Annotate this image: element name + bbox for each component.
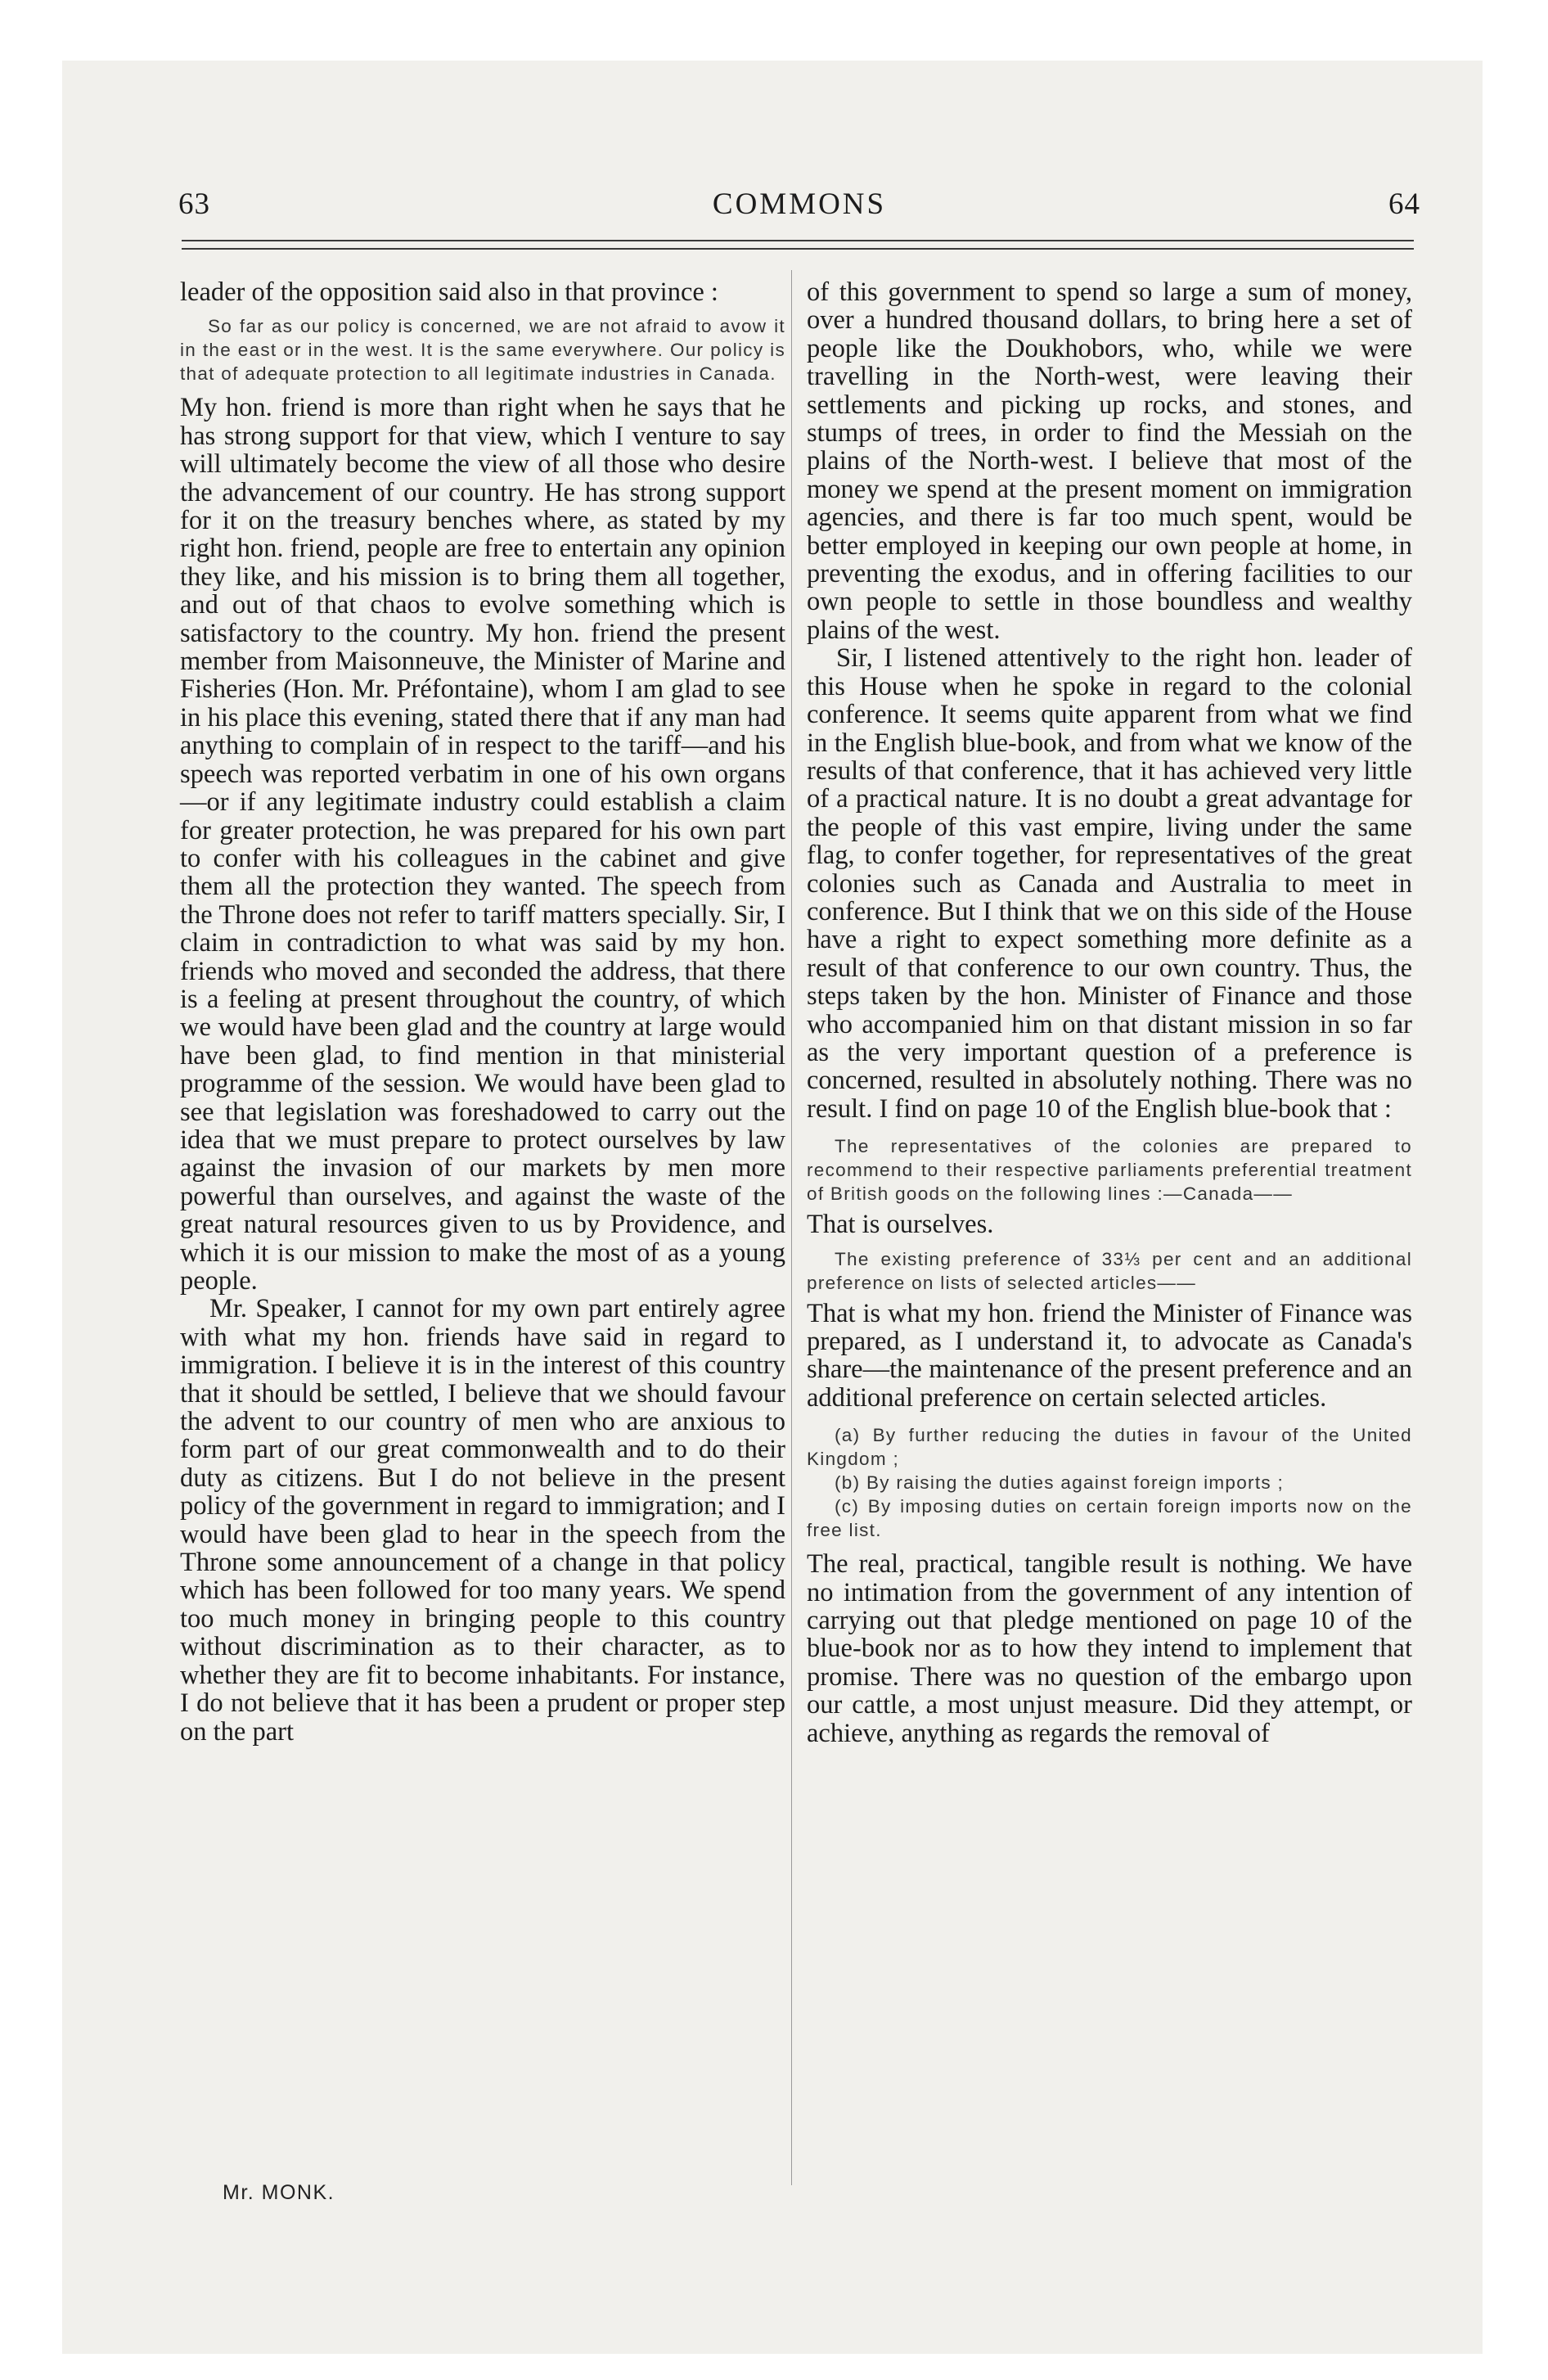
right-column [807,278,1412,1747]
block-quote: The representatives of the colonies are prepared to recommend to their respective parliaments preferential treatment of British goods on the following lines :—Canada—— [807,1136,1412,1205]
paragraph: That is ourselves. [807,1210,994,1240]
page-header [178,187,1420,228]
paragraph: of this government to spend so large a sum of money, over a hundred thousand dollars, to bring here a set of people like the Doukhobors, who, while we were travelling in the North-west, were leaving their settlements and picking up rocks, and stones, and stumps of trees, in order to find the Messiah on the plains of the North-west. I believe that most of the money we spend at the present moment on immigration agencies, and there is far too much spent, would be better employed in keeping our own people at home, in preventing the exodus, and in offering facilities to our own people to settle in those boundless and wealthy plains of the west. [807,277,1412,645]
column-divider [791,270,792,2185]
block-quote: The existing preference of 33⅓ per cent and an additional preference on lists of selected articles—— [807,1248,1412,1293]
block-quote-item: (b) By raising the duties against foreign imports ; [835,1472,1285,1494]
page-number-right: 64 [1388,187,1420,221]
paragraph: That is what my hon. friend the Minister of Finance was prepared, as I understand it, to advocate as Canada's share—the maintenance of the present preference and an additional preference on certain selected articles. [807,1298,1412,1413]
paragraph: Sir, I listened attentively to the right hon. leader of this House when he spoke in regard to the colonial conference. It seems quite apparent from what we find in the English blue-book, and from what we know of the results of that conference, that it has achieved very little of a practical nature. It is no doubt a great advantage for the people of this vast empire, living under the same flag, to confer together, for representatives of the great colonies such as Canada and Australia to meet in conference. But I think that we on this side of the House have a right to expect something more definite as a result of that conference to our own country. Thus, the steps taken by the hon. Minister of Finance and those who accompanied him on that distant mission in so far as the very important question of a preference is concerned, resulted in absolutely nothing. There was no result. I find on page 10 of the English blue-book that : [807,643,1412,1124]
header-rule-double [182,248,1414,250]
page-number-left: 63 [178,187,210,221]
block-quote: So far as our policy is concerned, we are not afraid to avow it in the east or in the west. It is the same everywhere. Our policy is that of adequate protection to all legitimate industries in Canada. [180,316,785,385]
block-quote-item: (c) By imposing duties on certain foreign imports now on the free list. [807,1496,1412,1541]
left-column [180,278,785,1746]
speaker-footer: Mr. MONK. [223,2181,335,2204]
block-quote-item: (a) By further reducing the duties in favour of the United Kingdom ; [807,1425,1412,1470]
paragraph: My hon. friend is more than right when he says that he has strong support for that view, which I venture to say will ultimately become the view of all those who desire the advancement of our country. He has strong support for it on the treasury benches where, as stated by my right hon. friend, people are free to entertain any opinion they like, and his mission is to bring them all together, and out of that chaos to evolve something which is satisfactory to the country. My hon. friend the present member from Maisonneuve, the Minister of Marine and Fisheries (Hon. Mr. Préfontaine), whom I am glad to see in his place this evening, stated there that if any man had anything to complain of in respect to the tariff—and his speech was reported verbatim in one of his own organs—or if any legitimate industry could establish a claim for greater protection, he was prepared for his own part to confer with his colleagues in the cabinet and give them all the protection they wanted. The speech from the Throne does not refer to tariff matters specially. Sir, I claim in contradiction to what was said by my hon. friends who moved and seconded the address, that there is a feeling at present throughout the country, of which we would have been glad and the country at large would have been glad, to find mention in that ministerial programme of the session. We would have been glad to see that legislation was foreshadowed to carry out the idea that we must prepare to protect ourselves by law against the invasion of our markets by men more powerful than ourselves, and against the waste of the great natural resources given to us by Providence, and which it is our mission to make the most of as a young people. [180,393,785,1296]
paragraph: The real, practical, tangible result is nothing. We have no intimation from the government of any intention of carrying out that pledge mentioned on page 10 of the blue-book nor as to how they intend to implement that promise. There was no question of the embargo upon our cattle, a most unjust measure. Did they attempt, or achieve, anything as regards the removal of [807,1549,1412,1748]
paragraph: leader of the opposition said also in that province : [180,277,718,307]
running-title: COMMONS [712,187,887,221]
header-rule [182,240,1414,241]
paragraph: Mr. Speaker, I cannot for my own part entirely agree with what my hon. friends have said in regard to immigration. I believe it is in the interest of this country that it should be settled, I believe that we should favour the advent to our country of men who are anxious to form part of our great commonwealth and to do their duty as citizens. But I do not believe in the present policy of the government in regard to immigration; and I would have been glad to hear in the speech from the Throne some announcement of a change in that policy which has been followed for too many years. We spend too much money in bringing people to this country without discrimination as to their character, as to whether they are fit to become inhabitants. For instance, I do not believe that it has been a prudent or proper step on the part [180,1294,785,1747]
